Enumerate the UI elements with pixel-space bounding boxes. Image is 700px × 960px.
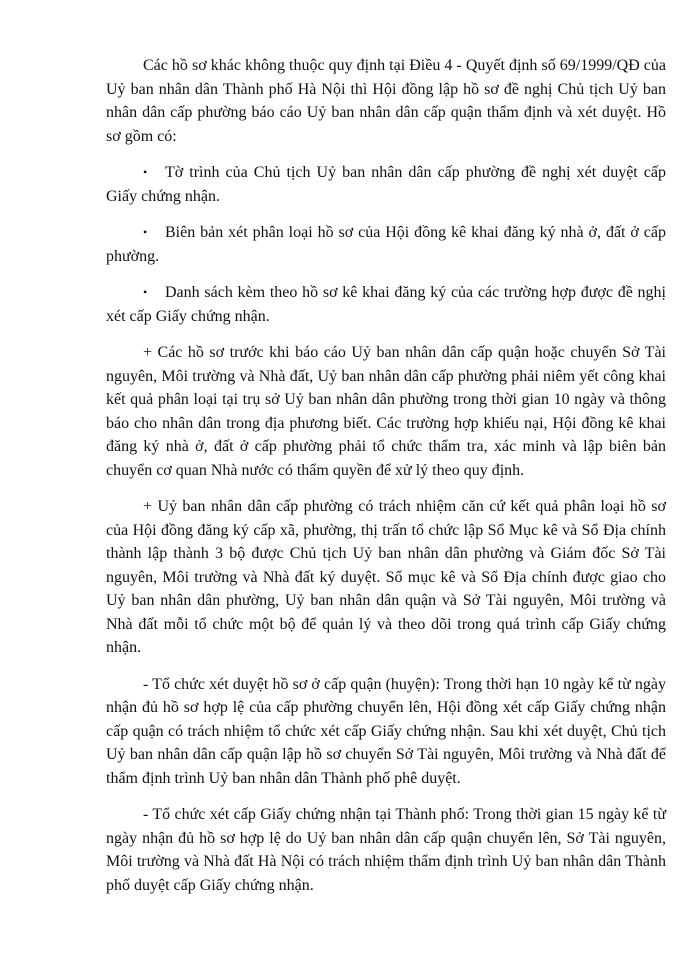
district-review-paragraph: - Tổ chức xét duyệt hồ sơ ở cấp quận (huyện): Trong thời hạn 10 ngày kể từ ngày nhận đủ hồ sơ hợp lệ của cấp phường chuyển lên, Hội đồng xét cấp Giấy chứng nhận cấp quận có trách nhiệm tổ chức xét cấp Giấy chứng nhận. Sau khi xét duyệt, Chủ tịch Uỷ ban nhân dân cấp quận lập hồ sơ chuyển Sở Tài nguyên, Môi trường và Nhà đất để thẩm định trình Uỷ ban nhân dân Thành phố phê duyệt.	[106, 675, 666, 787]
intro-paragraph: Các hồ sơ khác không thuộc quy định tại Điều 4 - Quyết định số 69/1999/QĐ của Uỷ ban nhân dân Thành phố Hà Nội thì Hội đồng lập hồ sơ đề nghị Chủ tịch Uỷ ban nhân dân cấp phường báo cáo Uỷ ban nhân dân cấp quận thẩm định và xét duyệt. Hồ sơ gồm có:	[106, 57, 666, 145]
report-paragraph: + Các hồ sơ trước khi báo cáo Uỷ ban nhân dân cấp quận hoặc chuyển Sở Tài nguyên, Môi trường và Nhà đất, Uỷ ban nhân dân cấp phường phải niêm yết công khai kết quả phân loại tại trụ sở Uỷ ban nhân dân phường trong thời gian 10 ngày và thông báo cho nhân dân trong địa phương biết. Các trường hợp khiếu nại, Hội đồng kê khai đăng ký nhà ở, đất ở cấp phường phải tổ chức thẩm tra, xác minh và lập biên bản chuyển cơ quan Nhà nước có thẩm quyền để xử lý theo quy định.	[106, 344, 666, 479]
bullet-text: Biên bản xét phân loại hồ sơ của Hội đồng kê khai đăng ký nhà ở, đất ở cấp phường.	[106, 224, 666, 265]
committee-paragraph: + Uỷ ban nhân dân cấp phường có trách nhiệm căn cứ kết quả phân loại hồ sơ của Hội đồng đăng ký cấp xã, phường, thị trấn tổ chức lập Sổ Mục kê và Sổ Địa chính thành lập thành 3 bộ được Chủ tịch Uỷ ban nhân dân phường và Giám đốc Sở Tài nguyên, Môi trường và Nhà đất ký duyệt. Sổ mục kê và Sổ Địa chính được giao cho Uỷ ban nhân dân phường, Uỷ ban nhân dân quận và Sở Tài nguyên, Môi trường và Nhà đất mỗi tổ chức một bộ để quản lý và theo dõi trong quá trình cấp Giấy chứng nhận.	[106, 498, 666, 656]
bullet-item-list	[106, 281, 666, 328]
document-page	[106, 54, 666, 910]
bullet-icon: •	[143, 285, 148, 299]
bullet-icon: •	[143, 165, 148, 179]
bullet-icon: •	[143, 225, 148, 239]
bullet-item-proposal	[106, 161, 666, 208]
bullet-text: Tờ trình của Chủ tịch Uỷ ban nhân dân cấp phường đề nghị xét duyệt cấp Giấy chứng nhận.	[106, 164, 666, 205]
city-review-paragraph: - Tổ chức xét cấp Giấy chứng nhận tại Thành phố: Trong thời gian 15 ngày kể từ ngày nhận đủ hồ sơ hợp lệ do Uỷ ban nhân dân cấp quận chuyển lên, Sở Tài nguyên, Môi trường và Nhà đất Hà Nội có trách nhiệm thẩm định trình Uỷ ban nhân dân Thành phố duyệt cấp Giấy chứng nhận.	[106, 806, 666, 894]
bullet-text: Danh sách kèm theo hồ sơ kê khai đăng ký của các trường hợp được đề nghị xét cấp Giấy chứng nhận.	[106, 284, 666, 325]
bullet-item-minutes	[106, 221, 666, 268]
